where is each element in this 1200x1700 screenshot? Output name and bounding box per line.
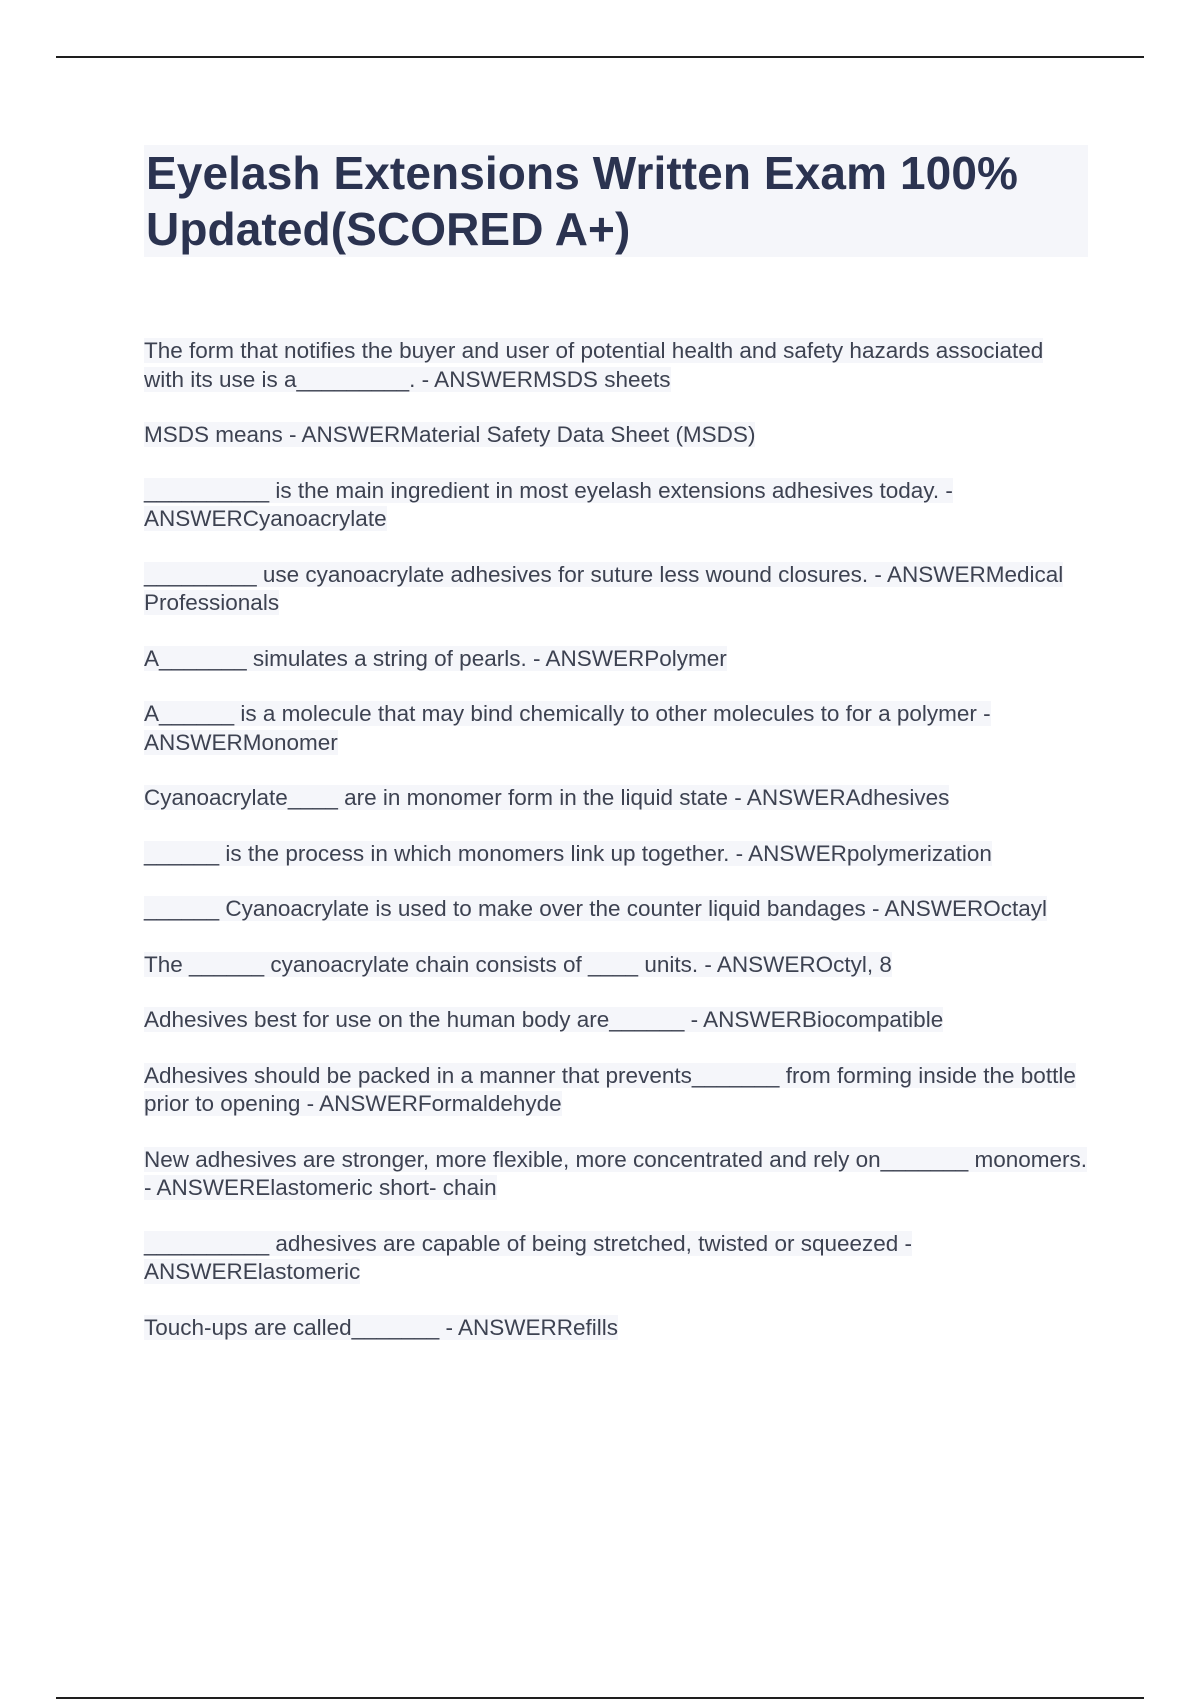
qa-item-9 xyxy=(144,895,1088,924)
qa-item-14 xyxy=(144,1230,1088,1287)
qa-text: ______ Cyanoacrylate is used to make over the counter liquid bandages - ANSWEROctayl xyxy=(144,896,1047,921)
qa-text: The form that notifies the buyer and user of potential health and safety hazards associated with its use is a_________. - ANSWERMSDS sheets xyxy=(144,338,1044,392)
qa-item-6 xyxy=(144,700,1088,757)
qa-item-15 xyxy=(144,1314,1088,1343)
qa-text: A_______ simulates a string of pearls. - ANSWERPolymer xyxy=(144,645,727,671)
qa-item-13 xyxy=(144,1146,1088,1203)
question-answer-list xyxy=(144,337,1088,1369)
qa-text: New adhesives are stronger, more flexible, more concentrated and rely on_______ monomers. - ANSWERElastomeric short- chain xyxy=(144,1146,1088,1200)
qa-item-3 xyxy=(144,477,1088,534)
qa-text: __________ is the main ingredient in most eyelash extensions adhesives today. - ANSWERCyanoacrylate xyxy=(144,477,953,531)
qa-item-12 xyxy=(144,1062,1088,1119)
qa-item-4 xyxy=(144,561,1088,618)
qa-item-10 xyxy=(144,951,1088,980)
qa-text: __________ adhesives are capable of being stretched, twisted or squeezed - ANSWERElastomeric xyxy=(144,1230,913,1284)
qa-text: Touch-ups are called_______ - ANSWERRefills xyxy=(144,1314,618,1340)
title-block xyxy=(144,145,1088,257)
footer-rule xyxy=(56,1697,1144,1699)
qa-text: Cyanoacrylate____ are in monomer form in the liquid state - ANSWERAdhesives xyxy=(144,785,950,810)
qa-text: The ______ cyanoacrylate chain consists of ____ units. - ANSWEROctyl, 8 xyxy=(144,951,892,977)
qa-item-8 xyxy=(144,840,1088,869)
qa-text: MSDS means - ANSWERMaterial Safety Data Sheet (MSDS) xyxy=(144,422,756,447)
qa-item-2 xyxy=(144,421,1088,450)
qa-item-7 xyxy=(144,784,1088,813)
qa-text: ______ is the process in which monomers link up together. - ANSWERpolymerization xyxy=(144,840,992,866)
qa-item-11 xyxy=(144,1006,1088,1035)
document-title: Eyelash Extensions Written Exam 100% Updated(SCORED A+) xyxy=(146,147,1019,255)
qa-item-1 xyxy=(144,337,1088,394)
header-rule xyxy=(56,56,1144,58)
qa-text: _________ use cyanoacrylate adhesives for suture less wound closures. - ANSWERMedical Professionals xyxy=(144,561,1064,615)
qa-text: Adhesives best for use on the human body are______ - ANSWERBiocompatible xyxy=(144,1007,944,1032)
qa-text: Adhesives should be packed in a manner that prevents_______ from forming inside the bottle prior to opening - ANSWERFormaldehyde xyxy=(144,1062,1076,1116)
qa-item-5 xyxy=(144,645,1088,674)
qa-text: A______ is a molecule that may bind chemically to other molecules to for a polymer - ANSWERMonomer xyxy=(144,701,991,755)
